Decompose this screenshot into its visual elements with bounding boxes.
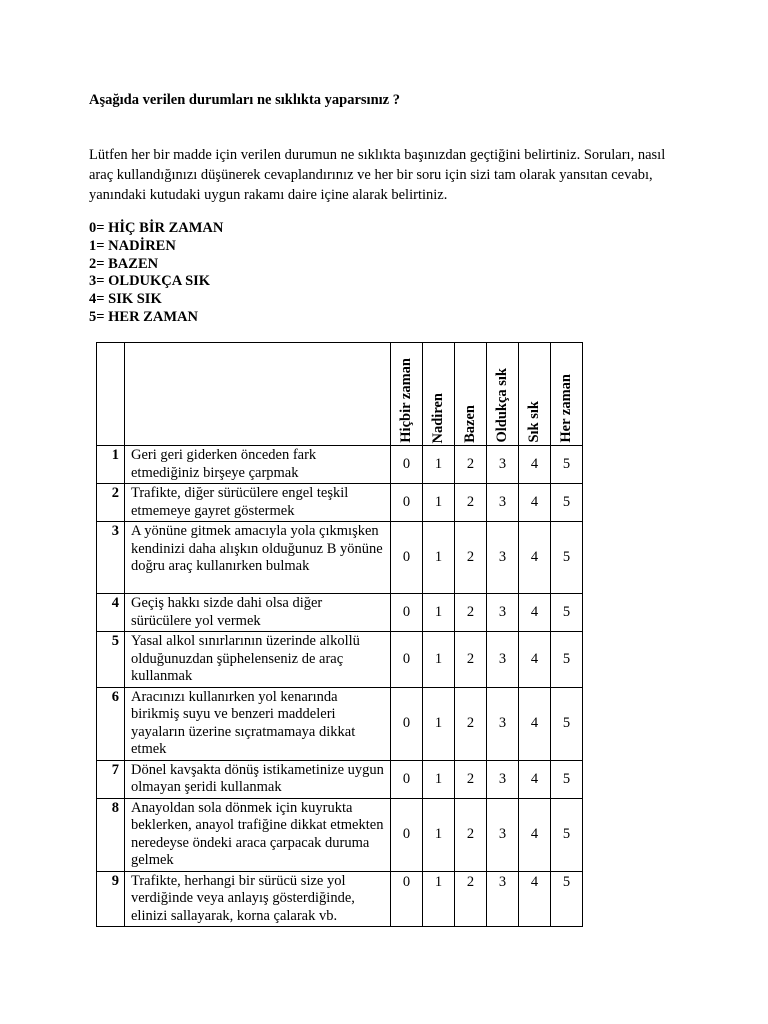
item-number: 4 xyxy=(97,594,125,632)
score-option[interactable]: 2 xyxy=(455,446,487,484)
score-option[interactable]: 0 xyxy=(391,798,423,871)
score-option[interactable]: 1 xyxy=(423,687,455,760)
item-text: A yönüne gitmek amacıyla yola çıkmışken kendinizi daha alışkın olduğunuz B yönüne doğru araç kullanırken bulmak xyxy=(125,522,391,594)
score-option[interactable]: 2 xyxy=(455,871,487,927)
item-text: Aracınızı kullanırken yol kenarında birikmiş suyu ve benzeri maddeleri yayaların üzerine sıçratmamaya dikkat etmek xyxy=(125,687,391,760)
item-number: 6 xyxy=(97,687,125,760)
item-number: 5 xyxy=(97,632,125,688)
score-option[interactable]: 5 xyxy=(551,522,583,594)
score-option[interactable]: 5 xyxy=(551,484,583,522)
item-text: Yasal alkol sınırlarının üzerinde alkollü olduğunuzdan şüphelenseniz de araç kullanmak xyxy=(125,632,391,688)
item-number: 7 xyxy=(97,760,125,798)
survey-row xyxy=(97,594,583,632)
score-option[interactable]: 2 xyxy=(455,632,487,688)
instructions xyxy=(89,145,689,205)
score-option[interactable]: 2 xyxy=(455,687,487,760)
score-option[interactable]: 0 xyxy=(391,484,423,522)
instructions-text: Lütfen her bir madde için verilen durumun ne sıklıkta başınızdan geçtiğini belirtiniz. Soruları, nasıl araç kullandığınızı düşünerek cevaplandırınız ve her bir soru için sizi tam olarak yansıtan cevabı, yanındaki kutudaki uygun rakamı daire içine alarak belirtiniz. xyxy=(89,147,666,203)
survey-table xyxy=(96,342,583,927)
column-header xyxy=(519,343,551,446)
legend-item: 3= OLDUKÇA SIK xyxy=(89,273,211,290)
column-header-label: Her zaman xyxy=(558,374,574,443)
survey-row xyxy=(97,446,583,484)
header-row xyxy=(97,343,583,446)
score-option[interactable]: 1 xyxy=(423,632,455,688)
header-num-cell xyxy=(97,343,125,446)
score-option[interactable]: 0 xyxy=(391,594,423,632)
survey-row xyxy=(97,484,583,522)
survey-row xyxy=(97,522,583,594)
score-option[interactable]: 1 xyxy=(423,760,455,798)
score-option[interactable]: 1 xyxy=(423,871,455,927)
column-header xyxy=(551,343,583,446)
survey-row xyxy=(97,687,583,760)
item-number: 2 xyxy=(97,484,125,522)
score-option[interactable]: 2 xyxy=(455,760,487,798)
score-option[interactable]: 1 xyxy=(423,484,455,522)
score-option[interactable]: 5 xyxy=(551,871,583,927)
score-option[interactable]: 2 xyxy=(455,484,487,522)
score-option[interactable]: 4 xyxy=(519,760,551,798)
header-item-cell xyxy=(125,343,391,446)
item-number: 8 xyxy=(97,798,125,871)
score-option[interactable]: 4 xyxy=(519,871,551,927)
score-option[interactable]: 3 xyxy=(487,632,519,688)
score-option[interactable]: 3 xyxy=(487,594,519,632)
score-option[interactable]: 4 xyxy=(519,522,551,594)
score-option[interactable]: 5 xyxy=(551,687,583,760)
score-option[interactable]: 0 xyxy=(391,687,423,760)
score-option[interactable]: 4 xyxy=(519,798,551,871)
score-option[interactable]: 0 xyxy=(391,760,423,798)
survey-row xyxy=(97,798,583,871)
column-header xyxy=(455,343,487,446)
item-number: 9 xyxy=(97,871,125,927)
score-option[interactable]: 4 xyxy=(519,594,551,632)
score-option[interactable]: 2 xyxy=(455,798,487,871)
score-option[interactable]: 3 xyxy=(487,871,519,927)
score-option[interactable]: 3 xyxy=(487,484,519,522)
survey-row xyxy=(97,760,583,798)
score-option[interactable]: 4 xyxy=(519,484,551,522)
item-number: 1 xyxy=(97,446,125,484)
score-option[interactable]: 0 xyxy=(391,632,423,688)
legend-item: 4= SIK SIK xyxy=(89,291,162,308)
score-option[interactable]: 3 xyxy=(487,687,519,760)
score-option[interactable]: 5 xyxy=(551,798,583,871)
item-number: 3 xyxy=(97,522,125,594)
column-header-label: Oldukça sık xyxy=(494,368,510,443)
item-text: Geri geri giderken önceden fark etmediğiniz birşeye çarpmak xyxy=(125,446,391,484)
column-header xyxy=(423,343,455,446)
score-option[interactable]: 3 xyxy=(487,798,519,871)
column-header-label: Sık sık xyxy=(526,401,542,443)
score-option[interactable]: 2 xyxy=(455,522,487,594)
legend-item: 2= BAZEN xyxy=(89,255,159,272)
column-header-label: Bazen xyxy=(462,405,478,443)
item-text: Geçiş hakkı sizde dahi olsa diğer sürücülere yol vermek xyxy=(125,594,391,632)
score-option[interactable]: 4 xyxy=(519,687,551,760)
score-option[interactable]: 4 xyxy=(519,632,551,688)
item-text: Trafikte, herhangi bir sürücü size yol verdiğinde veya anlayış gösterdiğinde, elinizi sallayarak, korna çalarak vb. xyxy=(125,871,391,927)
legend-item: 0= HİÇ BİR ZAMAN xyxy=(89,220,224,236)
item-text: Dönel kavşakta dönüş istikametinize uygun olmayan şeridi kullanmak xyxy=(125,760,391,798)
score-option[interactable]: 1 xyxy=(423,594,455,632)
score-option[interactable]: 0 xyxy=(391,522,423,594)
score-option[interactable]: 0 xyxy=(391,446,423,484)
score-option[interactable]: 3 xyxy=(487,522,519,594)
survey-row xyxy=(97,632,583,688)
score-option[interactable]: 5 xyxy=(551,594,583,632)
column-header xyxy=(487,343,519,446)
item-text: Anayoldan sola dönmek için kuyrukta beklerken, anayol trafiğine dikkat etmekten neredeyse öndeki araca çarpacak duruma gelmek xyxy=(125,798,391,871)
page-title: Aşağıda verilen durumları ne sıklıkta yaparsınız ? xyxy=(89,92,400,108)
score-option[interactable]: 5 xyxy=(551,632,583,688)
score-option[interactable]: 3 xyxy=(487,446,519,484)
score-option[interactable]: 1 xyxy=(423,798,455,871)
score-option[interactable]: 3 xyxy=(487,760,519,798)
legend-item: 5= HER ZAMAN xyxy=(89,308,198,325)
item-text: Trafikte, diğer sürücülere engel teşkil etmemeye gayret göstermek xyxy=(125,484,391,522)
score-option[interactable]: 5 xyxy=(551,446,583,484)
survey-row xyxy=(97,871,583,927)
score-option[interactable]: 1 xyxy=(423,522,455,594)
score-option[interactable]: 5 xyxy=(551,760,583,798)
score-option[interactable]: 1 xyxy=(423,446,455,484)
column-header-label: Nadiren xyxy=(430,392,446,443)
column-header-label: Hiçbir zaman xyxy=(398,358,414,443)
legend-item: 1= NADİREN xyxy=(89,237,176,254)
score-option[interactable]: 4 xyxy=(519,446,551,484)
score-option[interactable]: 2 xyxy=(455,594,487,632)
scale-legend xyxy=(89,220,223,327)
score-option[interactable]: 0 xyxy=(391,871,423,927)
column-header xyxy=(391,343,423,446)
